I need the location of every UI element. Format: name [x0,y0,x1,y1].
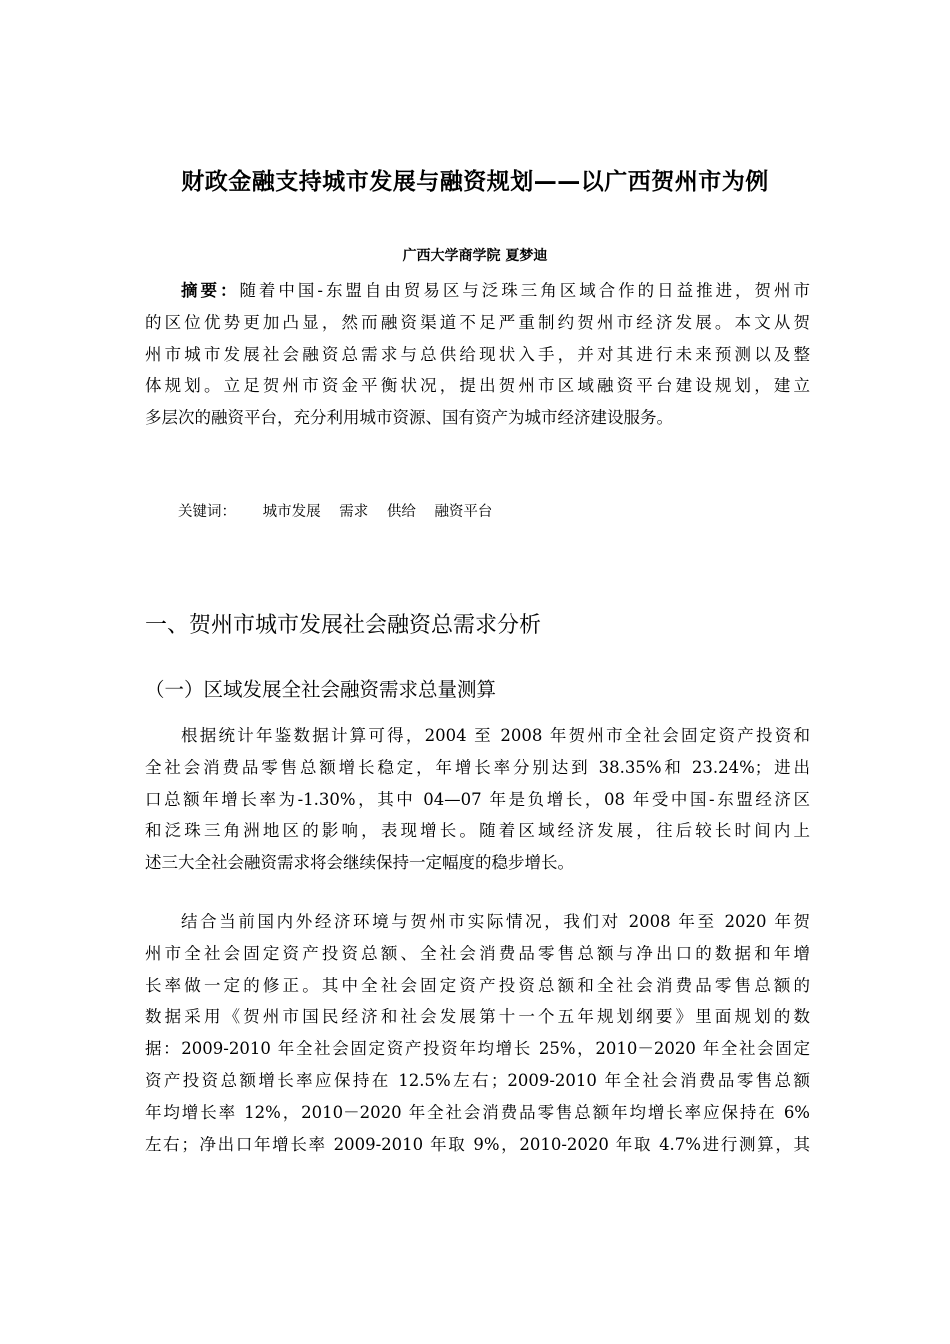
paragraph-line: 全社会消费品零售总额增长稳定，年增长率分别达到 38.35%和 23.24%；进出 [145,757,810,777]
paragraph-2 [145,906,810,1160]
abstract-label: 摘要： [181,281,240,300]
keyword: 融资平台 [434,504,493,520]
section-heading: 一、贺州市城市发展社会融资总需求分析 [145,613,542,638]
paragraph-line: 根据统计年鉴数据计算可得，2004 至 2008 年贺州市全社会固定资产投资和 [181,726,810,745]
paragraph-line: 口总额年增长率为-1.30%，其中 04—07 年是负增长，08 年受中国-东盟经济区 [145,789,810,809]
subsection-heading: （一）区域发展全社会融资需求总量测算 [145,678,497,701]
paragraph-line: 述三大全社会融资需求将会继续保持一定幅度的稳步增长。 [145,853,574,873]
abstract [145,275,810,434]
keyword: 需求 [339,504,369,520]
author-line: 广西大学商学院 夏梦迪 [402,248,548,264]
abstract-line: 摘要：随着中国-东盟自由贸易区与泛珠三角区域合作的日益推进，贺州市 [181,281,810,300]
abstract-line: 的区位优势更加凸显，然而融资渠道不足严重制约贺州市经济发展。本文从贺 [145,312,810,332]
paragraph-line: 数据采用《贺州市国民经济和社会发展第十一个五年规划纲要》里面规划的数 [145,1007,810,1027]
paragraph-line: 据：2009-2010 年全社会固定资产投资年均增长 25%，2010－2020 年全社会固定 [145,1039,810,1059]
abstract-line: 体规划。立足贺州市资金平衡状况，提出贺州市区域融资平台建设规划，建立 [145,376,810,396]
paragraph-1 [145,720,810,879]
keywords [178,500,492,521]
paragraph-line: 资产投资总额增长率应保持在 12.5%左右；2009-2010 年全社会消费品零售总额 [145,1070,810,1090]
paragraph-line: 长率做一定的修正。其中全社会固定资产投资总额和全社会消费品零售总额的 [145,975,810,995]
keyword: 供给 [386,504,416,520]
paragraph-line: 州市全社会固定资产投资总额、全社会消费品零售总额与净出口的数据和年增 [145,943,810,963]
keyword: 城市发展 [262,504,321,520]
paragraph-line: 左右；净出口年增长率 2009-2010 年取 9%，2010-2020 年取 4.7%进行测算，其 [145,1134,810,1154]
paragraph-line: 结合当前国内外经济环境与贺州市实际情况，我们对 2008 年至 2020 年贺 [181,912,810,931]
abstract-line: 州市城市发展社会融资总需求与总供给现状入手，并对其进行未来预测以及整 [145,344,810,364]
paragraph-line: 和泛珠三角洲地区的影响，表现增长。随着区域经济发展，往后较长时间内上 [145,821,810,841]
keywords-label: 关键词： [178,504,236,520]
abstract-line: 多层次的融资平台，充分利用城市资源、国有资产为城市经济建设服务。 [145,408,673,428]
paragraph-line: 年均增长率 12%，2010－2020 年全社会消费品零售总额年均增长率应保持在 6% [145,1102,810,1122]
document-title: 财政金融支持城市发展与融资规划——以广西贺州市为例 [181,169,769,195]
